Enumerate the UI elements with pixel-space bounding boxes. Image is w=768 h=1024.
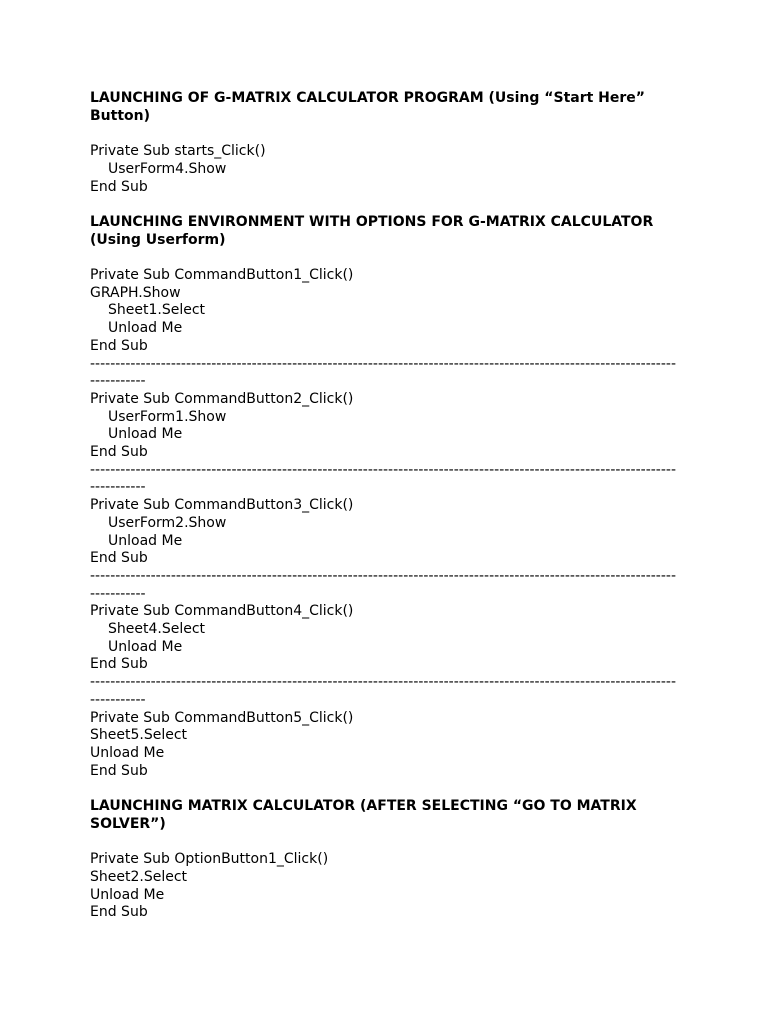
code-line: Sheet1.Select (108, 302, 206, 319)
separator-line: ------------------------------------------------------------------------------------------------------------------------------- (90, 461, 677, 496)
separator-line: ------------------------------------------------------------------------------------------------------------------------------- (90, 355, 677, 390)
code-line: Unload Me (108, 638, 183, 655)
code-line: GRAPH.Show (90, 284, 181, 301)
code-line: Private Sub CommandButton3_Click() (90, 497, 354, 514)
code-line: Private Sub CommandButton4_Click() (90, 603, 354, 620)
code-line: End Sub (90, 550, 148, 567)
code-line: Unload Me (108, 320, 183, 337)
code-line: UserForm2.Show (108, 514, 227, 531)
code-line: UserForm4.Show (108, 160, 227, 177)
code-line: Private Sub CommandButton1_Click() (90, 266, 354, 283)
code-line: Private Sub starts_Click() (90, 143, 266, 160)
code-line: Sheet2.Select (90, 868, 188, 885)
section-heading-launching-program: LAUNCHING OF G-MATRIX CALCULATOR PROGRAM (Using “Start Here” Button) (90, 90, 645, 124)
section-heading-launching-matrix-calculator: LAUNCHING MATRIX CALCULATOR (AFTER SELECTING “GO TO MATRIX SOLVER”) (90, 798, 637, 832)
code-line: Sheet5.Select (90, 727, 188, 744)
code-line: End Sub (90, 444, 148, 461)
code-line: End Sub (90, 178, 148, 195)
spacer (90, 125, 676, 143)
spacer (90, 833, 676, 851)
code-line: UserForm1.Show (108, 408, 227, 425)
code-line: End Sub (90, 762, 148, 779)
code-line: Unload Me (108, 426, 183, 443)
code-line: Unload Me (108, 532, 183, 549)
spacer (90, 196, 676, 214)
spacer (90, 249, 676, 267)
code-line: Sheet4.Select (108, 621, 206, 638)
code-line: Private Sub OptionButton1_Click() (90, 851, 329, 868)
code-line: End Sub (90, 656, 148, 673)
code-line: Private Sub CommandButton2_Click() (90, 390, 354, 407)
spacer (90, 780, 676, 798)
code-line: End Sub (90, 904, 148, 921)
section-heading-launching-environment: LAUNCHING ENVIRONMENT WITH OPTIONS FOR G-MATRIX CALCULATOR (Using Userform) (90, 213, 654, 248)
code-line: Unload Me (90, 886, 165, 903)
separator-line: ------------------------------------------------------------------------------------------------------------------------------- (90, 674, 677, 708)
code-line: Unload Me (90, 744, 165, 761)
code-line: End Sub (90, 337, 148, 354)
separator-line: ------------------------------------------------------------------------------------------------------------------------------- (90, 567, 677, 602)
document-page (90, 90, 676, 922)
code-line: Private Sub CommandButton5_Click() (90, 709, 354, 726)
